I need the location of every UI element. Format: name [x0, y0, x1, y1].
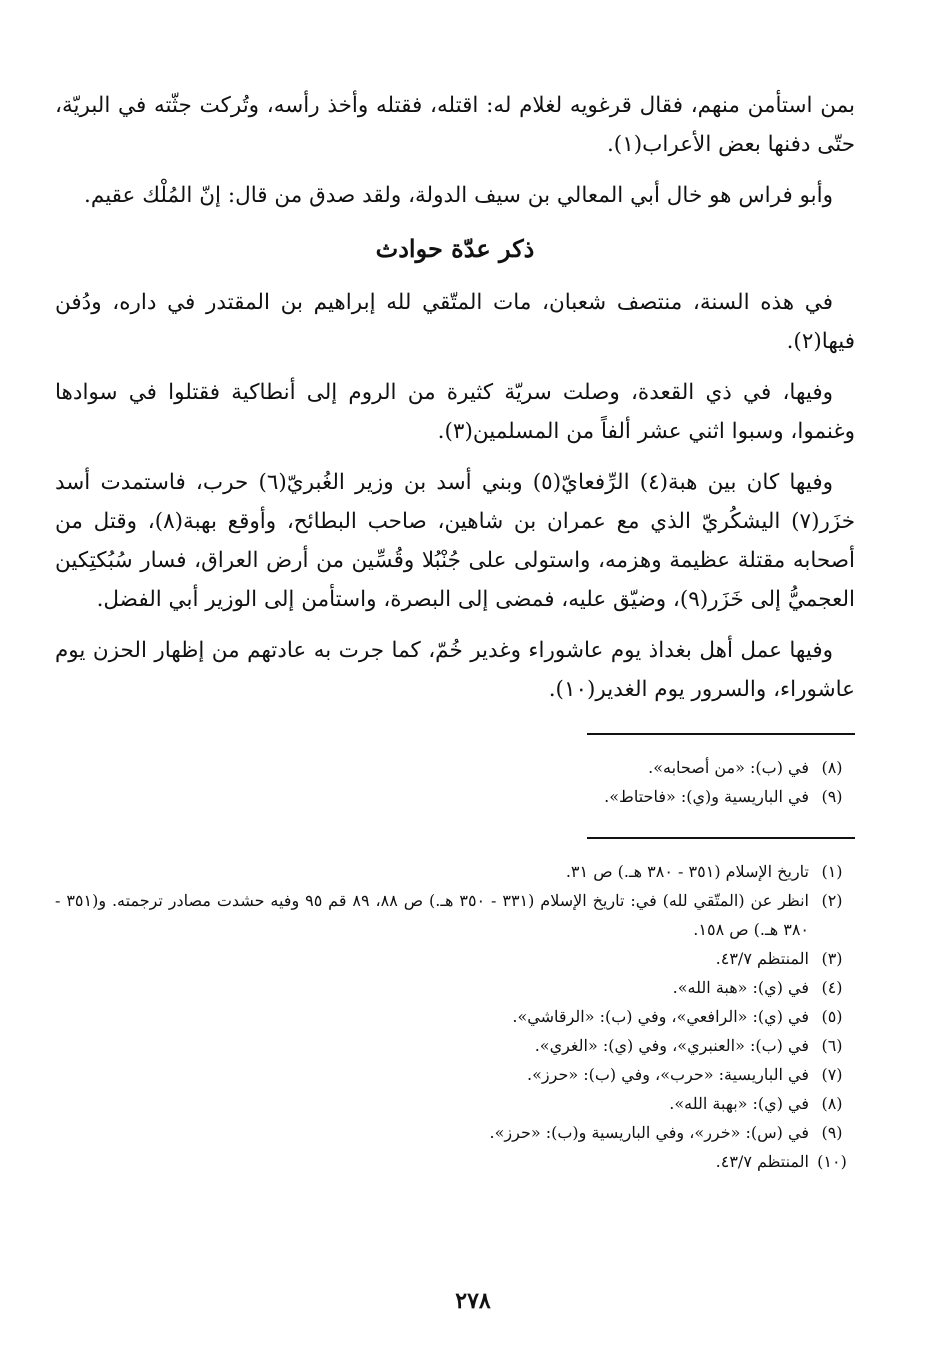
- footnote-item: [55, 944, 855, 973]
- footnote-number: (٤): [821, 978, 843, 997]
- footnote-text: في (ي): «بهبة الله».: [669, 1094, 809, 1113]
- footnote-text: في (ي): «هبة الله».: [672, 978, 809, 997]
- page-body: [55, 86, 855, 1176]
- footnote-text: في الباريسية: «حرب»، وفي (ب): «حرز».: [527, 1065, 809, 1084]
- paragraph-war-banu-asad: وفيها كان بين هبة(٤) الرِّفعايّ(٥) وبني أسد بن وزير الغُبريّ(٦) حرب، فاستمدت أسد خزَر(٧) اليشكُريّ الذي مع عمران بن شاهين، صاحب البطائح، وأوقع بهبة(٨)، وقتل من أصحابه مقتلة عظيمة وهزمه، واستولى على جُنْبُلا وقُسِّين من أرض العراق، فسار سُبُكتِكين العجميُّ إلى خَزَر(٩)، وضيّق عليه، فمضى إلى البصرة، واستأمن إلى الوزير أبي الفضل.: [55, 470, 856, 612]
- footnote-divider-upper: [587, 733, 855, 735]
- footnote-item: [55, 973, 855, 1002]
- paragraph-abu-firas: وأبو فراس هو خال أبي المعالي بن سيف الدولة، ولقد صدق من قال: إنّ المُلْك عقيم.: [84, 183, 833, 208]
- footnote-item: [55, 1118, 855, 1147]
- page-number: ٢٧٨: [455, 1288, 491, 1314]
- footnote-number: (٢): [821, 891, 843, 910]
- paragraph-antioch-raid: وفيها، في ذي القعدة، وصلت سريّة كثيرة من الروم إلى أنطاكية فقتلوا في سوادها وغنموا، وسبوا اثني عشر ألفاً من المسلمين(٣).: [55, 380, 855, 444]
- footnote-item: [55, 886, 855, 944]
- paragraph-continuation: بمن استأمن منهم، فقال قرغويه لغلام له: اقتله، فقتله وأخذ رأسه، وتُركت جثّته في البريّة، حتّى دفنها بعض الأعراب(١).: [55, 93, 855, 157]
- section-heading: ذكر عدّة حوادث: [375, 234, 535, 263]
- footnote-item: [55, 857, 855, 886]
- footnote-text: في (ب): «من أصحابه».: [648, 758, 809, 777]
- footnote-text: المنتظم ٤٣/٧.: [715, 949, 809, 968]
- footnote-item: [55, 1089, 855, 1118]
- footnote-number: (٦): [821, 1036, 843, 1055]
- footnote-text: في الباريسية و(ي): «فاحتاط».: [604, 787, 809, 806]
- footnote-number: (٩): [821, 1123, 843, 1142]
- footnote-item: [55, 782, 855, 811]
- footnote-number: (٧): [821, 1065, 843, 1084]
- footnote-number: (٩): [821, 787, 843, 806]
- footnote-number: (٨): [821, 1094, 843, 1113]
- footnote-number: (١): [821, 862, 843, 881]
- footnote-item: [55, 1031, 855, 1060]
- footnote-text: في (س): «خرر»، وفي الباريسية و(ب): «حرز».: [489, 1123, 809, 1142]
- footnote-text: في (ب): «العنبري»، وفي (ي): «الغري».: [534, 1036, 809, 1055]
- upper-footnotes: [55, 753, 855, 811]
- footnote-number: (٥): [821, 1007, 843, 1026]
- paragraph-death-muttaqi: في هذه السنة، منتصف شعبان، مات المتّقي لله إبراهيم بن المقتدر في داره، ودُفن فيها(٢).: [55, 290, 855, 354]
- footnote-text: في (ي): «الرافعي»، وفي (ب): «الرقاشي».: [512, 1007, 809, 1026]
- footnote-item: [55, 1060, 855, 1089]
- footnote-item: [55, 1147, 855, 1176]
- footnote-divider-lower: [587, 837, 855, 839]
- footnote-text: تاريخ الإسلام (٣٥١ - ٣٨٠ هـ.) ص ٣١.: [565, 862, 809, 881]
- footnote-text: انظر عن (المتّقي لله) في: تاريخ الإسلام (٣٣١ - ٣٥٠ هـ.) ص ٨٨، ٨٩ قم ٩٥ وفيه حشدت مصادر ترجمته. و(٣٥١ - ٣٨٠ هـ.) ص ١٥٨.: [55, 891, 810, 939]
- paragraph-ashura: وفيها عمل أهل بغداذ يوم عاشوراء وغدير خُمّ، كما جرت به عادتهم من إظهار الحزن يوم عاشوراء، والسرور يوم الغدير(١٠).: [55, 638, 855, 702]
- footnote-number: (١٠): [817, 1152, 847, 1171]
- footnote-number: (٣): [821, 949, 843, 968]
- footnote-number: (٨): [821, 758, 843, 777]
- lower-footnotes: [55, 857, 855, 1176]
- footnote-item: [55, 753, 855, 782]
- footnote-item: [55, 1002, 855, 1031]
- footnote-text: المنتظم ٤٣/٧.: [715, 1152, 809, 1171]
